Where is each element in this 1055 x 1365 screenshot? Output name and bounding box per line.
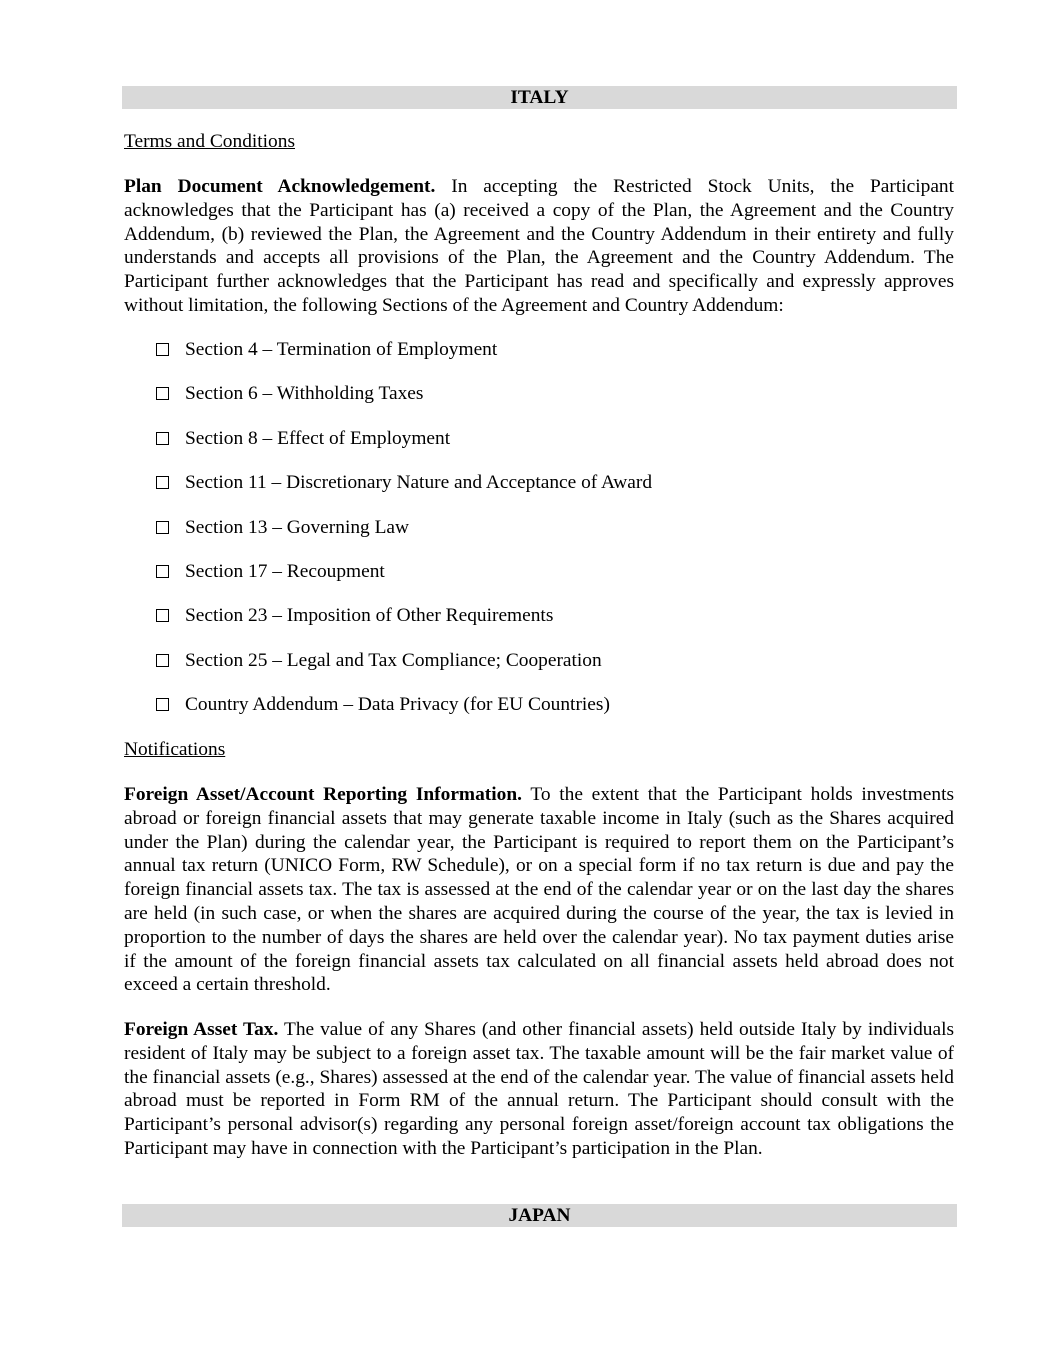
acknowledged-sections-list [156,338,652,738]
foreign-asset-reporting-paragraph [124,783,954,997]
checkbox-icon[interactable] [156,432,169,445]
checkbox-icon[interactable] [156,521,169,534]
foreign-reporting-text: To the extent that the Participant holds investments abroad or foreign financial assets that may generate taxable income in Italy (such as the Shares acquired under the Plan) during the calendar year, the Participant is required to report them on the Participant’s annual tax return (UNICO Form, RW Schedule), or on a special form if no tax return is due and pay the foreign financial assets tax. The tax is assessed at the end of the calendar year or on the last day the shares are held (in such case, or when the shares are acquired during the course of the year, the tax is levied in proportion to the number of days the shares are held over the calendar year). No tax payment duties arise if the amount of the foreign financial assets tax calculated on all financial assets held abroad does not exceed a certain threshold. [124,784,955,996]
checkbox-icon[interactable] [156,654,169,667]
list-item-label: Section 17 – Recoupment [185,560,385,582]
checkbox-icon[interactable] [156,387,169,400]
plan-ack-text: In accepting the Restricted Stock Units, the Participant acknowledges that the Participant has (a) received a copy of the Plan, the Agreement and the Country Addendum, (b) reviewed the Plan, the Agreement and the Country Addendum in their entirety and fully understands and accepts all provisions of the Plan, the Agreement and the Country Addendum. The Participant further acknowledges that the Participant has read and specifically and expressly approves without limitation, the following Sections of the Agreement and Country Addendum: [124,176,955,316]
list-item-label: Section 13 – Governing Law [185,516,410,538]
list-item [156,604,652,648]
list-item-label: Section 6 – Withholding Taxes [185,383,424,405]
country-heading-italy: ITALY [122,86,957,109]
list-item [156,649,652,693]
list-item-label: Section 23 – Imposition of Other Requirements [185,605,554,627]
list-item [156,560,652,604]
list-item-label: Section 4 – Termination of Employment [185,339,498,360]
list-item [156,516,652,560]
list-item [156,693,652,737]
checkbox-icon[interactable] [156,698,169,711]
terms-and-conditions-heading: Terms and Conditions [124,131,295,152]
plan-document-acknowledgement-paragraph [124,175,954,318]
notifications-heading: Notifications [124,739,226,760]
foreign-tax-lead: Foreign Asset Tax. [124,1019,279,1040]
list-item [156,382,652,426]
list-item [156,427,652,471]
country-heading-japan: JAPAN [122,1204,957,1227]
list-item [156,471,652,515]
foreign-asset-tax-paragraph [124,1018,954,1161]
list-item-label: Section 11 – Discretionary Nature and Acceptance of Award [185,472,653,494]
foreign-tax-text: The value of any Shares (and other financial assets) held outside Italy by individuals resident of Italy may be subject to a foreign asset tax. The taxable amount will be the fair market value of the financial assets (e.g., Shares) assessed at the end of the calendar year. The value of financial assets held abroad must be reported in Form RM of the annual return. The Participant should consult with the Participant’s personal advisor(s) regarding any personal foreign asset/foreign account tax obligations the Participant may have in connection with the Participant’s participation in the Plan. [124,1019,954,1159]
list-item-label: Country Addendum – Data Privacy (for EU Countries) [185,694,610,716]
checkbox-icon[interactable] [156,343,169,356]
plan-ack-lead: Plan Document Acknowledgement. [124,176,436,197]
checkbox-icon[interactable] [156,476,169,489]
checkbox-icon[interactable] [156,609,169,622]
list-item-label: Section 8 – Effect of Employment [185,427,451,449]
foreign-reporting-lead: Foreign Asset/Account Reporting Information. [124,784,522,805]
list-item [156,338,652,382]
checkbox-icon[interactable] [156,565,169,578]
list-item-label: Section 25 – Legal and Tax Compliance; Cooperation [185,649,602,671]
